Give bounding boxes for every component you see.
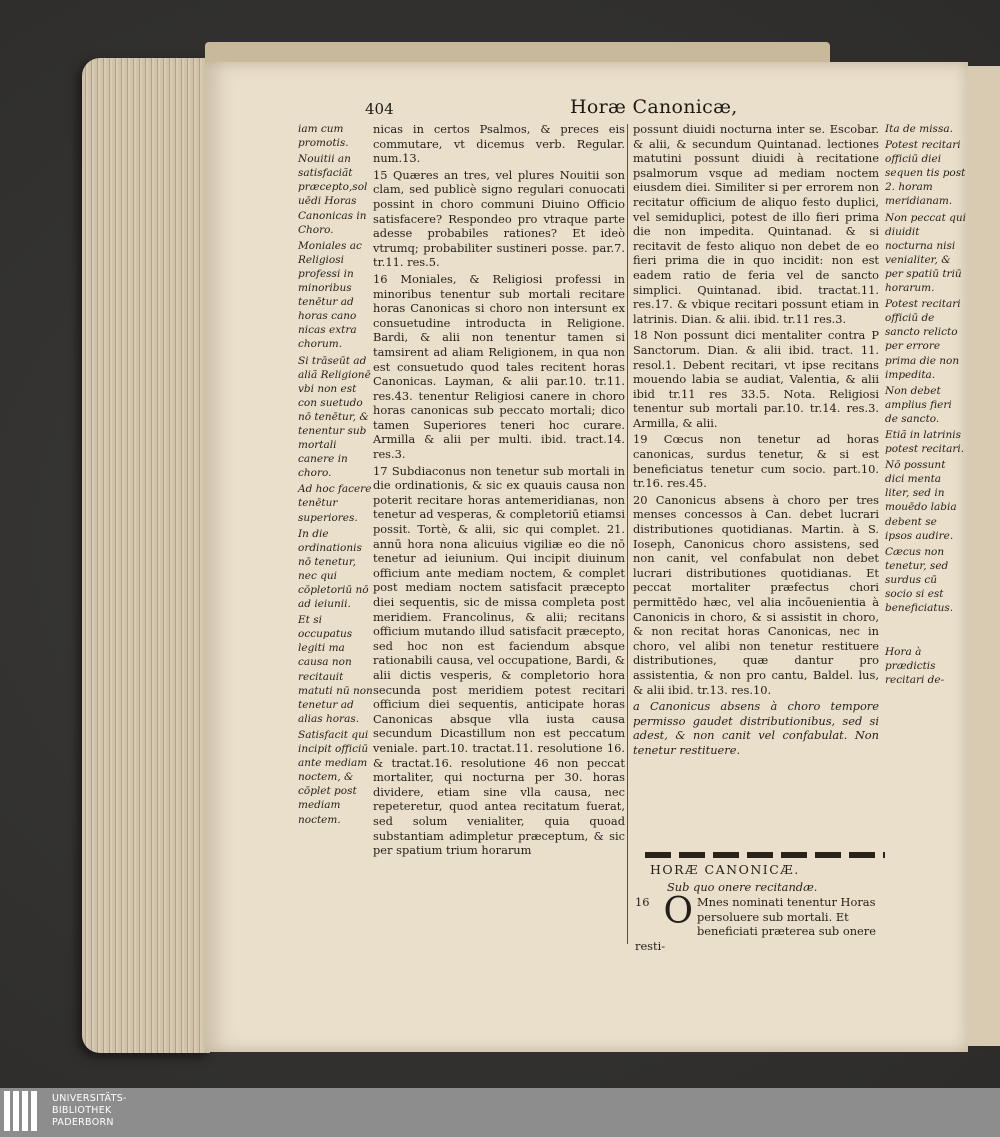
paragraph-text: Mnes nominati tenentur Horas persoluere sub mortali. Et beneficiati præterea sub onere resti- xyxy=(635,895,876,953)
marginal-note: Nouitii an satisfaciãt præcepto,sol uēdi Horas Canonicas in Choro. xyxy=(298,153,368,236)
library-footer xyxy=(0,1088,1000,1137)
footnote: a Canonicus absens à choro tempore permisso gaudet distributionibus, sed si adest, & non canit vel confabulat. Non tenetur restituere. xyxy=(633,699,879,757)
drop-capital: O xyxy=(663,891,694,932)
text-column-left xyxy=(373,122,625,860)
paragraph: 17 Subdiaconus non tenetur sub mortali in die ordinationis, & sic ex quauis causa non poterit recitare horas antemeridianas, non tenetur ad vesperas, & completoriū etiamsi possit. Tortè, & alii, sic qui complet. 21. annū hora nona alicuius vigiliæ eo die nō tenetur ad ieiunium. Qui incipit diuinum officium ante mediam noctem, & complet post mediam noctem satisfacit præcepto diei sequentis, sic de missa completa post meridiem. Francolinus, & alii; recitans officium mutando illud satisfacit præcepto, sed hoc non est faciendum absque rationabili causa, vel occupatione, Bardi, & alii dictis vesperis, & completorio hora secunda post meridiem potest recitari officium diei sequentis, anticipate horas Canonicas absque vlla iusta causa secundum Dicastillum non est peccatum veniale. part.10. tractat.11. resolutione 16. & tractat.16. resolutione 46 non peccat mortaliter, qui nocturna per 30. horas dividere, etiam sine vlla causa, nec repeteretur, quod antea recitatum fuerat, sed solum venialiter, quia quoad substantiam adimpletur præceptum, & sic per spatium trium horarum xyxy=(373,463,625,858)
paragraph: 20 Canonicus absens à choro per tres menses concessos à Can. debet lucrari distributiones quotidianas. Martin. à S. Ioseph, Canonicus choro assistens, sed non canit, vel confabulat non debet lucrari distributiones quotidianas. Et peccat mortaliter præfectus chori permittēdo hæc, vel alia incōuenientia à Canonicis in choro, & si assistit in choro, & non recitat horas Canonicas, nec in choro, vel alibi non tenetur restituere distributiones, quæ dantur pro assistentia, & non pro cantu, Baldel. lus, & alii ibid. tr.13. res.10. xyxy=(633,492,879,697)
running-head: Horæ Canonicæ, xyxy=(570,96,738,118)
book-page xyxy=(205,62,968,1052)
library-name: UNIVERSITÄTS- BIBLIOTHEK PADERBORN xyxy=(52,1093,127,1128)
ornament-rule xyxy=(645,852,885,858)
marginal-note: Et si occupatus legiti ma causa non recitauit matuti nū non tenetur ad alias horas. xyxy=(298,614,373,725)
paragraph: 18 Non possunt dici mentaliter contra P Sanctorum. Dian. & alii ibid. tract. 11. resol.1. Debent recitari, vt ipse recitans mouendo labia se audiat, Valentia, & alii ibid tr.11 res 33.5. Nota. Religiosi tenentur sub mortali par.10. tr.14. res.3. Armilla, & alii. xyxy=(633,328,879,430)
next-page-edge xyxy=(966,66,1000,1046)
marginal-note: Moniales ac Religiosi professi in minoribus tenētur ad horas cano nicas extra chorum. xyxy=(298,239,362,351)
book-top-edge xyxy=(205,42,830,64)
marginal-note: Potest recitari officiū diei sequen tis post 2. horam meridianam. xyxy=(885,139,966,208)
page-number: 404 xyxy=(365,100,394,118)
library-logo-icon xyxy=(4,1091,46,1133)
book-page-edges xyxy=(82,58,210,1053)
section-paragraph xyxy=(635,891,883,953)
marginal-note: Ad hoc facere tenētur superiores. xyxy=(298,483,372,524)
paragraph: 16 Moniales, & Religiosi professi in minoribus tenentur sub mortali recitare horas Canonicas si choro non intersunt ex consuetudine introducta in Religione. Bardi, & alii non tenentur tamen si tamsirent ad aliam Religionem, in qua non est consuetudo quod tales recitent horas Canonicas. Layman, & alii par.10. tr.11. res.43. tenentur Religiosi canere in choro horas canonicas sub peccato mortali; dico tamen Superiores teneri hoc curare. Armilla & alii per multi. ibid. tract.14. res.3. xyxy=(373,271,625,462)
marginal-note: Hora à prædictis recitari de- xyxy=(885,646,945,687)
text-column-right xyxy=(633,122,879,760)
paragraph: 15 Quæres an tres, vel plures Nouitii son clam, sed publicè signo regulari conuocati possint in choro communi Diuino Officio satisfacere? Respondeo pro vtraque parte adesse probabiles rationes? Et ideò vtrumq; probabiliter sustineri posse. par.7. tr.11. res.5. xyxy=(373,167,625,270)
column-rule xyxy=(627,124,628,944)
marginal-note: Etiã in latrinis potest recitari. xyxy=(885,428,965,456)
marginal-note: In die ordinationis nō tenetur, nec qui cōpletoriū nō ad ieiunii. xyxy=(298,527,369,611)
marginal-note: Nō possunt dici menta liter, sed in mouēdo labia debent se ipsos audire. xyxy=(885,459,957,542)
paragraph: possunt diuidi nocturna inter se. Escobar. & alii, & secundum Quintanad. lectiones matutini possunt diuidi à recitatione psalmorum vsque ad mediam noctem eiusdem diei. Similiter si per errorem non recitatur officium de aliquo festo duplici, vel semiduplici, potest de illo fieri prima die non impedita. Quintanad. & si recitavit de festo aliquo non debet de eo fieri prima die in quo incidit: non est eadem ratio de feria vel de sancto simplici. Quintanad. ibid. tractat.11. res.17. & vbique recitari possunt etiam in latrinis. Dian. & alii. ibid. tr.11 res.3. xyxy=(633,122,879,326)
marginal-note: Non debet amplius fieri de sancto. xyxy=(885,384,952,425)
marginal-note: Potest recitari officiū de sancto relicto per errore prima die non impedita. xyxy=(885,298,961,381)
paragraph: 19 Cœcus non tenetur ad horas canonicas, surdus tenetur, & si est beneficiatus tenetur cum socio. part.10. tr.16. res.45. xyxy=(633,432,879,491)
marginal-note: Satisfacit qui incipit officiū ante mediam noctem, & cōplet post mediam noctem. xyxy=(298,728,369,826)
paragraph-number: 16 xyxy=(635,895,650,909)
marginal-note: Cæcus non tenetur, sed surdus cū socio si est beneficiatus. xyxy=(885,545,954,615)
section-subheading: Sub quo onere recitandæ. xyxy=(667,880,818,894)
marginal-note: Si trāseūt ad aliã Religionē vbi non est con suetudo nō tenētur, & tenentur sub mortali canere in choro. xyxy=(298,354,371,480)
left-marginalia xyxy=(298,122,376,829)
marginal-note: iam cum promotis. xyxy=(298,123,349,150)
right-marginalia xyxy=(885,122,967,689)
marginal-note: Non peccat qui diuidit nocturna nisi venialiter, & per spatiū triū horarum. xyxy=(885,211,966,295)
section-heading: HORÆ CANONICÆ. xyxy=(650,862,800,877)
paragraph: nicas in certos Psalmos, & preces eis commutare, vt dicemus verb. Regular. num.13. xyxy=(373,122,625,166)
marginal-note: Ita de missa. xyxy=(885,123,953,135)
